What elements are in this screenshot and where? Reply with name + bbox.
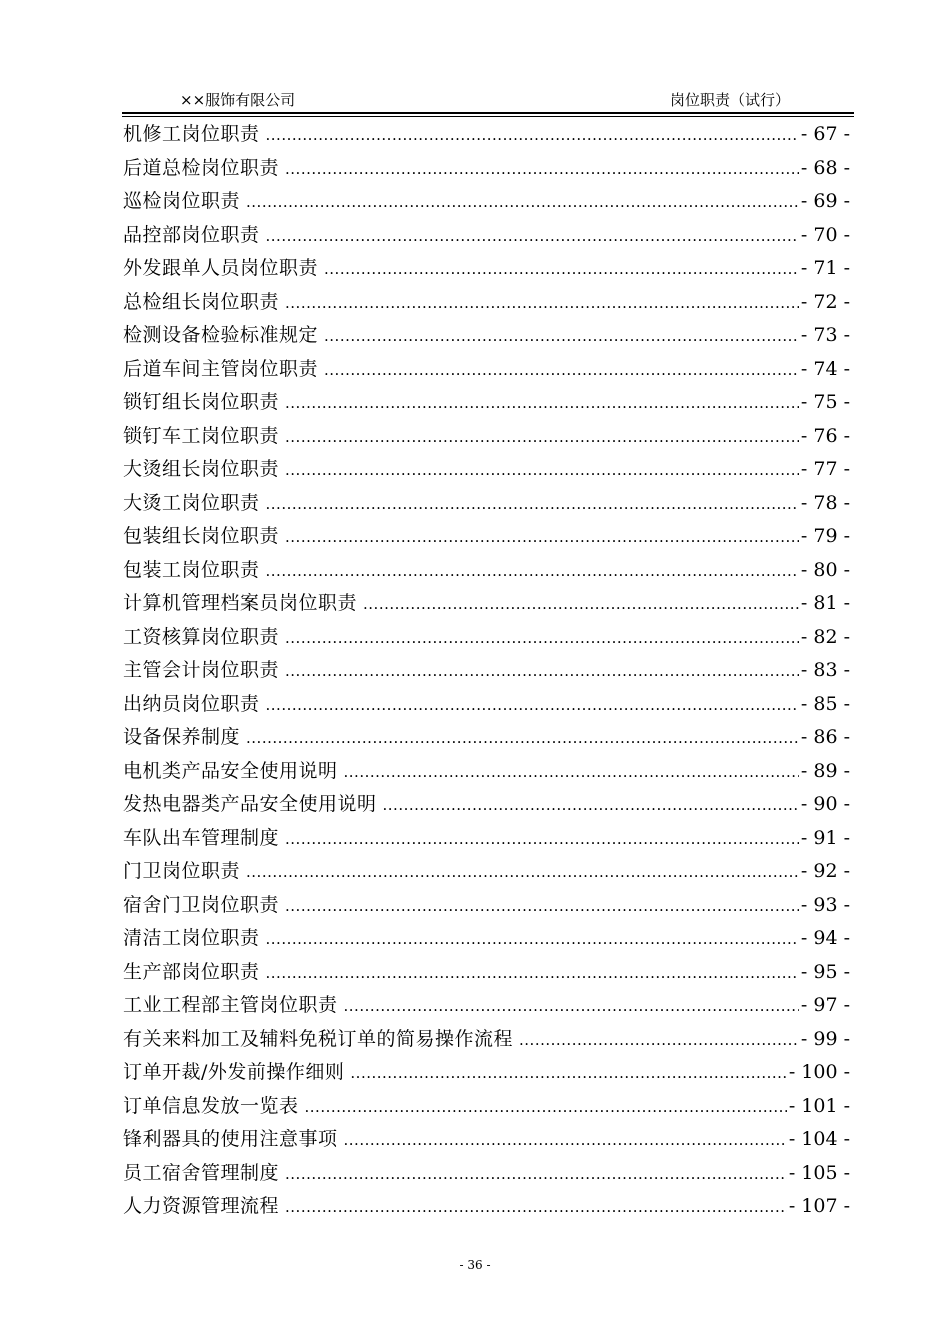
toc-dot-leader [285,153,799,187]
toc-entry-page: - 107 - [788,1195,850,1217]
toc-dot-leader [246,856,799,890]
toc-entry-page: - 92 - [800,860,850,882]
table-of-contents [123,118,850,1224]
toc-entry-page: - 83 - [800,659,850,681]
toc-entry-title: 大烫工岗位职责 [123,491,260,514]
toc-entry-title: 有关来料加工及辅料免税订单的简易操作流程 [123,1027,514,1050]
toc-dot-leader [305,1091,787,1125]
toc-dot-leader [350,1057,786,1091]
toc-entry-title: 后道车间主管岗位职责 [123,357,319,380]
toc-entry[interactable] [123,1123,850,1157]
toc-entry-title: 检测设备检验标准规定 [123,324,319,346]
header-rule-thick [122,112,854,114]
toc-entry-title: 包装工岗位职责 [123,558,260,581]
toc-entry[interactable] [123,956,850,990]
toc-entry[interactable] [123,855,850,889]
toc-dot-leader [324,320,799,354]
toc-entry-title: 订单信息发放一览表 [123,1094,299,1117]
toc-entry[interactable] [123,822,850,856]
toc-entry-title: 后道总检岗位职责 [123,156,280,179]
toc-entry-page: - 104 - [788,1128,850,1150]
toc-entry-page: - 71 - [800,257,850,279]
toc-entry[interactable] [123,386,850,420]
toc-entry[interactable] [123,889,850,923]
toc-entry-title: 巡检岗位职责 [123,190,241,212]
toc-entry-title: 工资核算岗位职责 [123,625,280,648]
toc-entry-page: - 85 - [800,692,850,715]
toc-entry-title: 大烫组长岗位职责 [123,458,280,480]
toc-dot-leader [285,287,799,321]
toc-dot-leader [266,689,799,723]
toc-entry-page: - 93 - [800,893,850,916]
toc-entry-page: - 74 - [800,357,850,380]
toc-entry[interactable] [123,453,850,487]
toc-entry-page: - 91 - [800,826,850,849]
toc-entry-title: 生产部岗位职责 [123,960,260,983]
toc-entry[interactable] [123,788,850,822]
toc-dot-leader [344,1124,787,1158]
toc-entry-page: - 105 - [788,1161,850,1184]
toc-entry-title: 工业工程部主管岗位职责 [123,994,338,1016]
toc-entry-title: 总检组长岗位职责 [123,290,280,313]
toc-entry[interactable] [123,520,850,554]
toc-entry[interactable] [123,185,850,219]
toc-entry-page: - 69 - [800,190,850,212]
toc-entry-page: - 68 - [800,156,850,179]
toc-entry-title: 锁钉车工岗位职责 [123,424,280,447]
toc-entry[interactable] [123,922,850,956]
toc-entry[interactable] [123,286,850,320]
toc-entry[interactable] [123,721,850,755]
toc-entry-title: 门卫岗位职责 [123,860,241,882]
toc-entry-title: 电机类产品安全使用说明 [123,759,338,782]
toc-entry-title: 清洁工岗位职责 [123,927,260,949]
toc-entry[interactable] [123,1023,850,1057]
toc-entry-page: - 76 - [800,424,850,447]
toc-entry[interactable] [123,420,850,454]
page-header [122,86,852,110]
toc-entry-title: 计算机管理档案员岗位职责 [123,592,358,614]
toc-entry[interactable] [123,118,850,152]
toc-dot-leader [266,957,799,991]
toc-dot-leader [285,454,799,488]
toc-entry[interactable] [123,621,850,655]
toc-entry-page: - 75 - [800,391,850,413]
toc-entry[interactable] [123,1090,850,1124]
toc-entry[interactable] [123,1190,850,1224]
toc-entry-page: - 97 - [800,994,850,1016]
toc-dot-leader [266,220,799,254]
toc-dot-leader [285,387,799,421]
toc-dot-leader [363,588,799,622]
toc-entry-page: - 101 - [788,1094,850,1117]
toc-entry-page: - 95 - [800,960,850,983]
toc-entry-title: 宿舍门卫岗位职责 [123,893,280,916]
company-name: ××服饰有限公司 [180,91,296,109]
toc-dot-leader [344,990,799,1024]
toc-entry-page: - 86 - [800,726,850,748]
toc-entry[interactable] [123,319,850,353]
toc-entry-page: - 90 - [800,793,850,815]
toc-entry-page: - 100 - [788,1061,850,1083]
toc-entry-page: - 81 - [800,592,850,614]
toc-dot-leader [266,923,799,957]
toc-dot-leader [519,1024,799,1058]
toc-entry[interactable] [123,1157,850,1191]
header-rule-thin [122,116,854,117]
toc-entry-title: 发热电器类产品安全使用说明 [123,793,377,815]
toc-entry-page: - 77 - [800,458,850,480]
toc-entry-page: - 70 - [800,223,850,246]
toc-entry[interactable] [123,688,850,722]
toc-entry-page: - 67 - [800,123,850,145]
toc-entry-title: 品控部岗位职责 [123,223,260,246]
toc-dot-leader [324,253,799,287]
toc-entry[interactable] [123,1056,850,1090]
toc-entry[interactable] [123,654,850,688]
toc-dot-leader [246,186,799,220]
toc-entry[interactable] [123,252,850,286]
toc-dot-leader [285,1191,787,1225]
toc-entry-page: - 72 - [800,290,850,313]
toc-entry-title: 外发跟单人员岗位职责 [123,257,319,279]
toc-entry[interactable] [123,353,850,387]
toc-entry-title: 订单开裁/外发前操作细则 [123,1061,345,1083]
toc-entry[interactable] [123,219,850,253]
toc-entry-title: 包装组长岗位职责 [123,525,280,547]
toc-dot-leader [285,622,799,656]
toc-dot-leader [285,823,799,857]
toc-entry-title: 车队出车管理制度 [123,826,280,849]
toc-entry-title: 员工宿舍管理制度 [123,1161,280,1184]
toc-dot-leader [383,789,799,823]
document-title: 岗位职责（试行） [669,91,790,109]
toc-entry[interactable] [123,487,850,521]
toc-entry-title: 设备保养制度 [123,726,241,748]
toc-dot-leader [266,119,799,153]
toc-entry[interactable] [123,587,850,621]
toc-entry-title: 锁钉组长岗位职责 [123,391,280,413]
toc-dot-leader [285,421,799,455]
toc-entry[interactable] [123,755,850,789]
toc-entry-page: - 78 - [800,491,850,514]
toc-entry-title: 人力资源管理流程 [123,1195,280,1217]
toc-entry-page: - 99 - [800,1027,850,1050]
toc-entry-page: - 79 - [800,525,850,547]
toc-dot-leader [285,655,799,689]
toc-dot-leader [285,890,799,924]
toc-dot-leader [324,354,799,388]
toc-entry-page: - 89 - [800,759,850,782]
toc-dot-leader [285,521,799,555]
toc-dot-leader [285,1158,787,1192]
toc-dot-leader [266,488,799,522]
page-number: - 36 - [459,1258,491,1272]
toc-entry-title: 锋利器具的使用注意事项 [123,1128,338,1150]
toc-entry-title: 主管会计岗位职责 [123,659,280,681]
toc-entry[interactable] [123,989,850,1023]
toc-dot-leader [266,555,799,589]
toc-entry[interactable] [123,554,850,588]
toc-entry-page: - 80 - [800,558,850,581]
toc-entry-title: 机修工岗位职责 [123,123,260,145]
toc-entry-page: - 94 - [800,927,850,949]
toc-entry-page: - 82 - [800,625,850,648]
toc-entry-page: - 73 - [800,324,850,346]
toc-dot-leader [246,722,799,756]
toc-entry-title: 出纳员岗位职责 [123,692,260,715]
toc-entry[interactable] [123,152,850,186]
toc-dot-leader [344,756,799,790]
